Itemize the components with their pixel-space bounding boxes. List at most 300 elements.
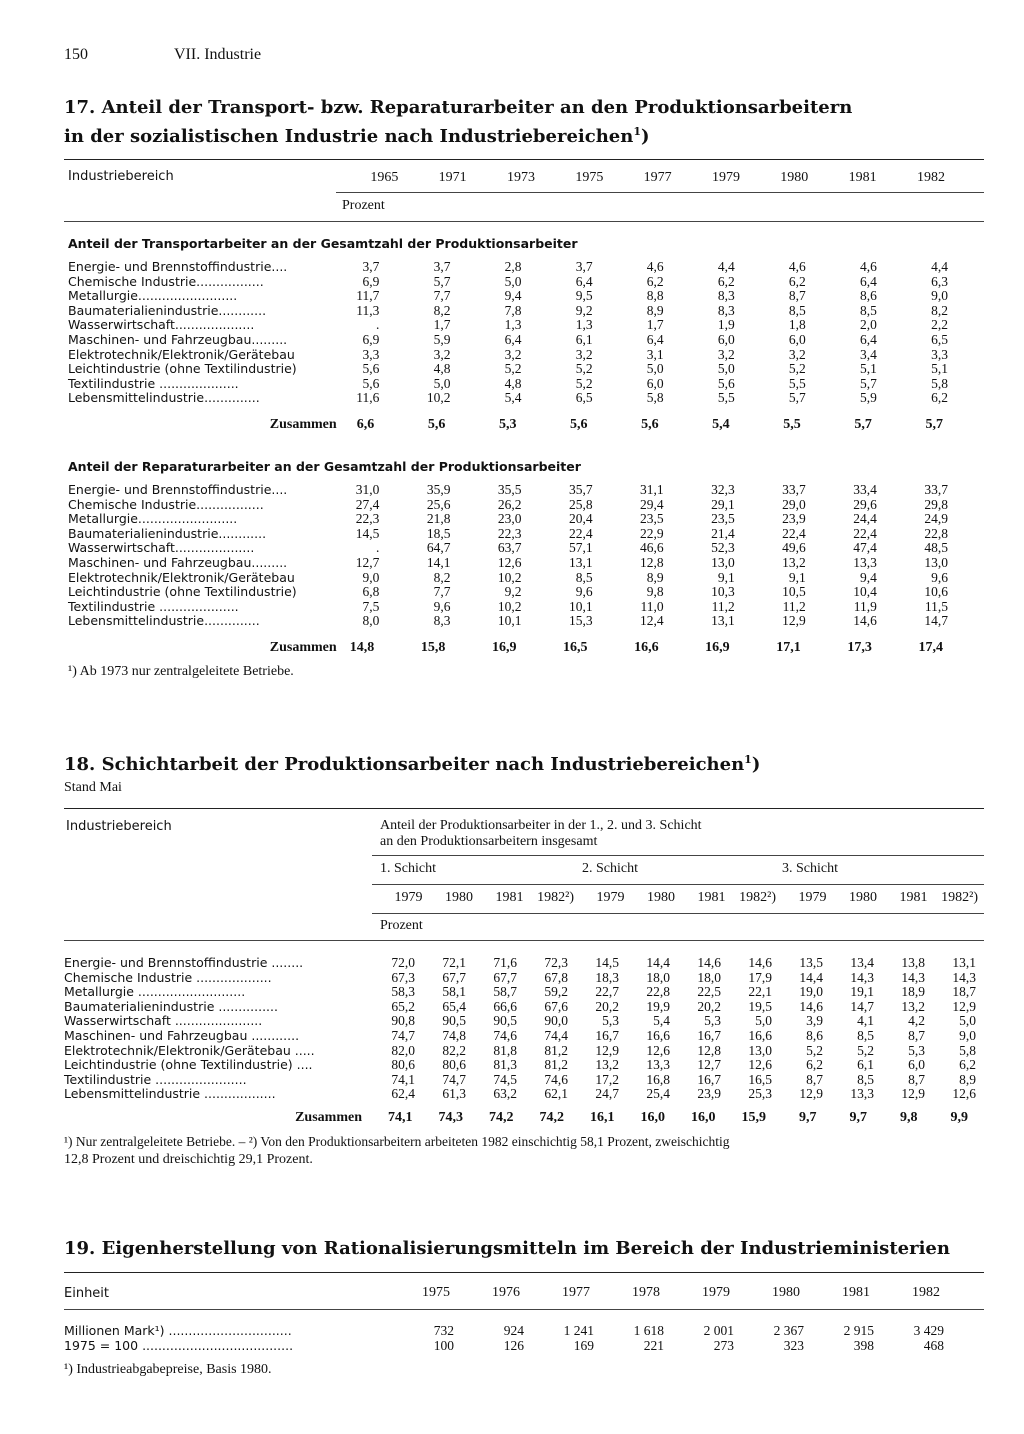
value-cell: 18,3 [595,969,619,985]
value-cell: 49,6 [782,540,806,556]
total-value-cell: 9,7 [799,1110,817,1125]
row-label: Energie- und Brennstoffindustrie.... [68,259,288,274]
value-cell: 13,8 [901,955,925,970]
value-cell: 22,1 [748,984,772,1000]
value-cell: 14,6 [697,955,721,970]
value-cell: 5,6 [362,361,380,377]
table-row [64,985,976,1000]
year-header-cell: 1980 [445,890,473,905]
total-value-cell: 17,1 [776,640,801,655]
value-cell: 6,9 [362,331,380,347]
table-18-year-header [372,890,978,906]
value-cell: 25,6 [426,496,451,512]
value-cell: 9,6 [931,569,948,585]
year-header-cell: 1980 [780,170,809,185]
value-cell: 9,0 [959,1027,976,1043]
value-cell: 14,5 [595,955,619,970]
value-cell: 8,7 [908,1071,925,1087]
value-cell: 35,7 [568,482,593,497]
table-row [64,1044,976,1059]
row-label: Chemische Industrie................. [68,273,264,289]
value-cell: 13,2 [901,998,925,1014]
value-cell: 6,4 [859,273,877,289]
table-18-unit: Prozent [380,918,423,933]
table-19-footnote: ¹) Industrieabgabepreise, Basis 1980. [64,1362,272,1377]
value-cell: 18,5 [426,525,451,541]
value-cell: 1,7 [646,317,664,333]
value-cell: 90,5 [493,1013,517,1029]
total-value-cell: 5,6 [641,417,659,432]
value-cell: 14,3 [952,969,976,985]
year-header-cell: 1975 [422,1285,450,1300]
value-cell: 8,5 [859,302,877,318]
table-row [64,1073,976,1088]
value-cell: 5,0 [433,375,451,391]
row-label: Metallurgie......................... [68,288,238,304]
value-cell: 46,6 [640,540,664,556]
value-cell: 12,9 [952,998,976,1014]
row-label: Maschinen- und Fahrzeugbau......... [68,554,288,570]
value-cell: . [376,540,380,556]
year-header-cell: 1982²) [941,890,978,905]
value-cell: 5,0 [504,273,522,289]
year-header-cell: 1979 [596,890,625,905]
value-cell: 4,1 [857,1013,874,1029]
value-cell: 12,9 [901,1086,925,1102]
table-17-top-rule [64,159,984,160]
value-cell: 33,4 [853,482,877,497]
value-cell: 5,3 [602,1013,619,1029]
value-cell: 5,2 [504,361,522,377]
total-value-cell: 5,4 [712,417,730,432]
value-cell: 9,2 [575,302,593,318]
value-cell: 6,0 [788,331,806,347]
value-cell: 24,7 [595,1086,619,1102]
year-header-cell: 1977 [562,1285,590,1300]
row-label: Baumaterialienindustrie............ [68,302,267,318]
value-cell: 1,3 [504,317,522,333]
value-cell: 81,3 [493,1057,517,1073]
value-cell: 90,5 [442,1013,466,1029]
table-row [68,275,948,290]
value-cell: 9,4 [504,288,522,304]
table-row [68,483,948,498]
value-cell: 8,5 [788,302,806,318]
table-row [64,1000,976,1015]
value-cell: 8,7 [908,1027,925,1043]
value-cell: 5,0 [646,361,664,377]
row-label: Leichtindustrie (ohne Textilindustrie) [68,584,297,600]
value-cell: 6,0 [646,375,664,391]
table-row [64,971,976,986]
value-cell: 58,3 [391,984,415,1000]
value-cell: 6,0 [717,331,735,347]
value-cell: 13,1 [952,955,976,970]
total-value-cell: 15,9 [741,1110,766,1125]
value-cell: 2 915 [843,1323,874,1338]
year-header-cell: 1975 [575,170,604,185]
value-cell: 14,7 [924,613,948,629]
value-cell: 13,2 [595,1057,619,1073]
total-value-cell: 5,6 [570,417,588,432]
table-18-year-rule [372,913,984,914]
total-value-cell: 9,9 [950,1110,968,1125]
table-18-shift-rule [372,884,984,885]
total-value-cell: 16,9 [705,640,730,655]
row-label: Leichtindustrie (ohne Textilindustrie) .... [64,1057,313,1073]
value-cell: 19,5 [748,998,772,1014]
value-cell: 29,1 [711,496,735,512]
value-cell: 64,7 [426,540,451,556]
value-cell: 4,6 [646,259,664,274]
value-cell: 9,0 [362,569,380,585]
row-label: 1975 = 100 ...................................... [64,1337,294,1353]
value-cell: 16,6 [646,1027,670,1043]
value-cell: 74,6 [493,1027,517,1043]
total-value-cell: 5,7 [854,417,872,432]
table-row [68,556,948,571]
value-cell: 5,3 [908,1042,925,1058]
table-row [68,527,948,542]
value-cell: 12,8 [640,554,664,570]
value-cell: 21,8 [426,511,451,527]
value-cell: 2,8 [504,259,522,274]
value-cell: 66,6 [493,998,517,1014]
value-cell: 5,5 [717,390,735,406]
row-label: Wasserwirtschaft ...................... [64,1013,263,1029]
value-cell: 14,4 [646,955,670,970]
shift-3-label: 3. Schicht [782,861,838,876]
value-cell: 5,2 [806,1042,823,1058]
value-cell: 16,8 [646,1071,670,1087]
value-cell: 5,2 [857,1042,874,1058]
value-cell: 6,2 [717,273,735,289]
value-cell: 35,5 [497,482,522,497]
value-cell: 20,4 [568,511,593,527]
value-cell: 2,2 [931,317,948,333]
value-cell: 8,9 [646,569,664,585]
value-cell: 5,2 [575,375,593,391]
row-label: Chemische Industrie................. [68,496,264,512]
total-label: Zusammen [269,640,337,655]
year-header-cell: 1977 [643,170,672,185]
value-cell: 8,3 [433,613,451,629]
value-cell: 67,8 [544,969,568,985]
value-cell: 67,3 [391,969,415,985]
value-cell: 398 [853,1337,874,1353]
value-cell: 9,2 [504,584,522,600]
table-17-header-rule [64,221,984,222]
table-19-col-label: Einheit [64,1286,110,1301]
value-cell: 3,3 [362,346,380,362]
value-cell: 23,9 [782,511,806,527]
table-row [68,333,948,348]
value-cell: 3,2 [504,346,522,362]
table-row [68,304,948,319]
repair-table [68,483,948,629]
value-cell: 24,4 [853,511,877,527]
value-cell: 7,7 [433,584,451,600]
year-header-cell: 1981 [899,890,928,905]
value-cell: 4,8 [433,361,451,377]
row-label: Lebensmittelindustrie .................. [64,1086,276,1102]
value-cell: 13,4 [850,955,874,970]
value-cell: 12,9 [595,1042,619,1058]
value-cell: 468 [923,1337,944,1353]
table-19-header-rule [64,1309,984,1310]
value-cell: 3 429 [913,1323,944,1338]
value-cell: 23,9 [697,1086,721,1102]
table-17-title: 17. Anteil der Transport- bzw. Reparaturarbeiter an den Produktionsarbeitern in der sozialistischen Industrie nach Industriebereichen$^1$) [64,97,853,147]
value-cell: 12,6 [748,1057,772,1073]
year-header-cell: 1979 [798,890,827,905]
value-cell: 19,1 [850,984,874,1000]
value-cell: 33,7 [782,482,806,497]
value-cell: 6,4 [646,331,664,347]
year-header-cell: 1978 [632,1285,660,1300]
table-18-footnote [64,1133,984,1169]
value-cell: 6,2 [788,273,806,289]
value-cell: 10,2 [497,569,522,585]
value-cell: 13,0 [711,554,735,570]
value-cell: 100 [433,1337,454,1353]
value-cell: 12,4 [640,613,664,629]
value-cell: 35,9 [426,482,451,497]
value-cell: 5,2 [788,361,806,377]
year-header-cell: 1982²) [537,890,574,905]
value-cell: 12,8 [697,1042,721,1058]
total-value-cell: 17,3 [847,640,872,655]
table-17-title-sup: 1 [633,125,641,138]
row-label: Textilindustrie .................... [68,375,239,391]
table-19-body [64,1324,944,1353]
value-cell: 74,6 [544,1071,568,1087]
row-label: Leichtindustrie (ohne Textilindustrie) [68,361,297,377]
total-value-cell: 5,6 [427,417,446,432]
value-cell: 65,4 [442,998,466,1014]
year-header-cell: 1980 [849,890,877,905]
total-value-cell: 74,2 [489,1110,514,1125]
value-cell: 29,8 [924,496,948,512]
table-17-title-line2: in der sozialistischen Industrie nach Industriebereichen [64,126,634,147]
table-18-span-rule [372,855,984,856]
value-cell: 5,4 [504,390,522,406]
table-18-header-rule [64,940,984,941]
table-18-span-header-line1: Anteil der Produktionsarbeiter in der 1., 2. und 3. Schicht [380,818,702,833]
row-label: Lebensmittelindustrie.............. [68,390,260,406]
value-cell: 82,0 [391,1042,415,1058]
value-cell: 11,0 [640,598,664,614]
value-cell: 6,2 [646,273,664,289]
table-18-footnote-line2: 12,8 Prozent und dreischichtig 29,1 Prozent. [64,1152,313,1167]
value-cell: 8,8 [646,288,664,304]
table-18-col-label: Industriebereich [66,819,172,834]
value-cell: 6,0 [908,1057,925,1073]
value-cell: 74,8 [442,1027,466,1043]
value-cell: 74,5 [493,1071,517,1087]
value-cell: 29,0 [782,496,806,512]
table-row [68,600,948,615]
value-cell: 11,9 [853,598,877,614]
value-cell: 72,3 [544,955,568,970]
value-cell: 3,2 [433,346,451,362]
value-cell: 74,7 [442,1071,466,1087]
value-cell: 273 [713,1337,734,1353]
table-row [68,318,948,333]
row-label: Textilindustrie ....................... [64,1071,247,1087]
shift-1-label: 1. Schicht [380,861,436,876]
value-cell: 19,9 [646,998,670,1014]
year-header-cell: 1982 [917,170,945,185]
value-cell: 6,2 [806,1057,823,1073]
value-cell: 61,3 [442,1086,466,1102]
value-cell: 23,5 [711,511,735,527]
value-cell: 25,4 [646,1086,670,1102]
total-value-cell: 74,1 [388,1110,413,1125]
value-cell: 32,3 [711,482,735,497]
value-cell: 6,1 [575,331,593,347]
value-cell: 23,5 [640,511,664,527]
row-label: Textilindustrie .................... [68,598,239,614]
row-label: Millionen Mark¹) ............................... [64,1323,292,1338]
value-cell: 22,9 [640,525,664,541]
value-cell: 9,6 [575,584,593,600]
value-cell: 8,0 [362,613,380,629]
total-value-cell: 74,2 [539,1110,564,1125]
value-cell: 13,1 [711,613,735,629]
value-cell: 22,5 [697,984,721,1000]
table-17-year-rule [336,192,984,193]
value-cell: 22,3 [355,511,380,527]
year-header-cell: 1979 [394,890,423,905]
value-cell: 5,6 [362,375,380,391]
value-cell: 1,7 [433,317,451,333]
value-cell: 47,4 [853,540,877,556]
year-header-cell: 1980 [647,890,675,905]
value-cell: 4,2 [908,1013,925,1029]
transport-table [68,260,948,406]
value-cell: 8,9 [959,1071,976,1087]
table-row [64,956,976,971]
year-header-cell: 1980 [772,1285,800,1300]
value-cell: 2,0 [859,317,877,333]
value-cell: 13,0 [924,554,948,570]
value-cell: 8,2 [931,302,948,318]
value-cell: 1 618 [633,1323,664,1338]
value-cell: 13,2 [782,554,806,570]
table-18-total-row [64,1110,968,1126]
value-cell: 11,7 [356,288,380,304]
value-cell: 11,2 [711,598,735,614]
table-row [64,1324,944,1339]
value-cell: 8,6 [859,288,877,304]
total-value-cell: 9,7 [849,1110,867,1125]
value-cell: 17,9 [748,969,772,985]
table-row [68,348,948,363]
table-17-col-label: Industriebereich [68,169,174,184]
value-cell: 80,6 [391,1057,415,1073]
value-cell: 18,7 [952,984,976,1000]
total-value-cell: 16,6 [634,640,659,655]
value-cell: 4,8 [504,375,522,391]
value-cell: 13,1 [568,554,593,570]
value-cell: 3,7 [362,259,380,274]
table-row [64,1339,944,1354]
value-cell: 23,0 [497,511,522,527]
value-cell: 62,1 [544,1086,568,1102]
value-cell: 16,7 [595,1027,619,1043]
page-number: 150 [64,46,88,63]
value-cell: 5,7 [788,390,806,406]
row-label: Maschinen- und Fahrzeugbau ............ [64,1027,300,1043]
value-cell: 10,2 [426,390,451,406]
table-row [68,614,948,629]
year-header-cell: 1973 [506,170,535,185]
value-cell: 27,4 [355,496,380,512]
value-cell: 14,5 [355,525,380,541]
value-cell: 14,1 [426,554,451,570]
value-cell: 9,8 [646,584,664,600]
value-cell: 22,8 [924,525,948,541]
value-cell: 7,5 [362,598,380,614]
value-cell: 5,1 [859,361,877,377]
value-cell: 924 [503,1323,524,1338]
value-cell: 63,2 [493,1086,517,1102]
value-cell: 81,2 [544,1042,568,1058]
value-cell: 82,2 [442,1042,466,1058]
value-cell: 58,7 [493,984,517,1000]
value-cell: 6,5 [931,331,948,347]
value-cell: 12,6 [952,1086,976,1102]
table-18-subtitle: Stand Mai [64,780,122,795]
table-row [64,1087,976,1102]
value-cell: 14,7 [850,998,874,1014]
table-19-top-rule [64,1272,984,1273]
year-header-cell: 1981 [697,890,726,905]
total-value-cell: 16,1 [590,1110,615,1125]
table-18-top-rule [64,808,984,809]
total-value-cell: 15,8 [420,640,446,655]
value-cell: 48,5 [924,540,948,556]
value-cell: 10,1 [568,598,593,614]
value-cell: 22,3 [497,525,522,541]
table-17-footnote: ¹) Ab 1973 nur zentralgeleitete Betriebe. [68,664,294,679]
value-cell: 10,5 [782,584,806,600]
page-header [64,46,261,64]
year-header-cell: 1979 [702,1285,730,1300]
total-value-cell: 16,0 [691,1110,716,1125]
value-cell: 10,3 [711,584,735,600]
row-label: Maschinen- und Fahrzeugbau......... [68,331,288,347]
row-label: Energie- und Brennstoffindustrie.... [68,482,288,497]
value-cell: 1 241 [563,1323,594,1338]
value-cell: 15,3 [568,613,593,629]
value-cell: 13,5 [799,955,823,970]
shift-2-label: 2. Schicht [582,861,638,876]
value-cell: 90,0 [544,1013,568,1029]
value-cell: 8,5 [857,1027,874,1043]
table-18-body [64,956,976,1102]
value-cell: 8,6 [806,1027,823,1043]
total-value-cell: 9,8 [900,1110,918,1125]
year-header-cell: 1982²) [739,890,776,905]
value-cell: 29,6 [853,496,877,512]
value-cell: 57,1 [568,540,593,556]
value-cell: 21,4 [711,525,735,541]
value-cell: 6,2 [959,1057,976,1073]
value-cell: 10,4 [853,584,877,600]
year-header-cell: 1981 [495,890,524,905]
